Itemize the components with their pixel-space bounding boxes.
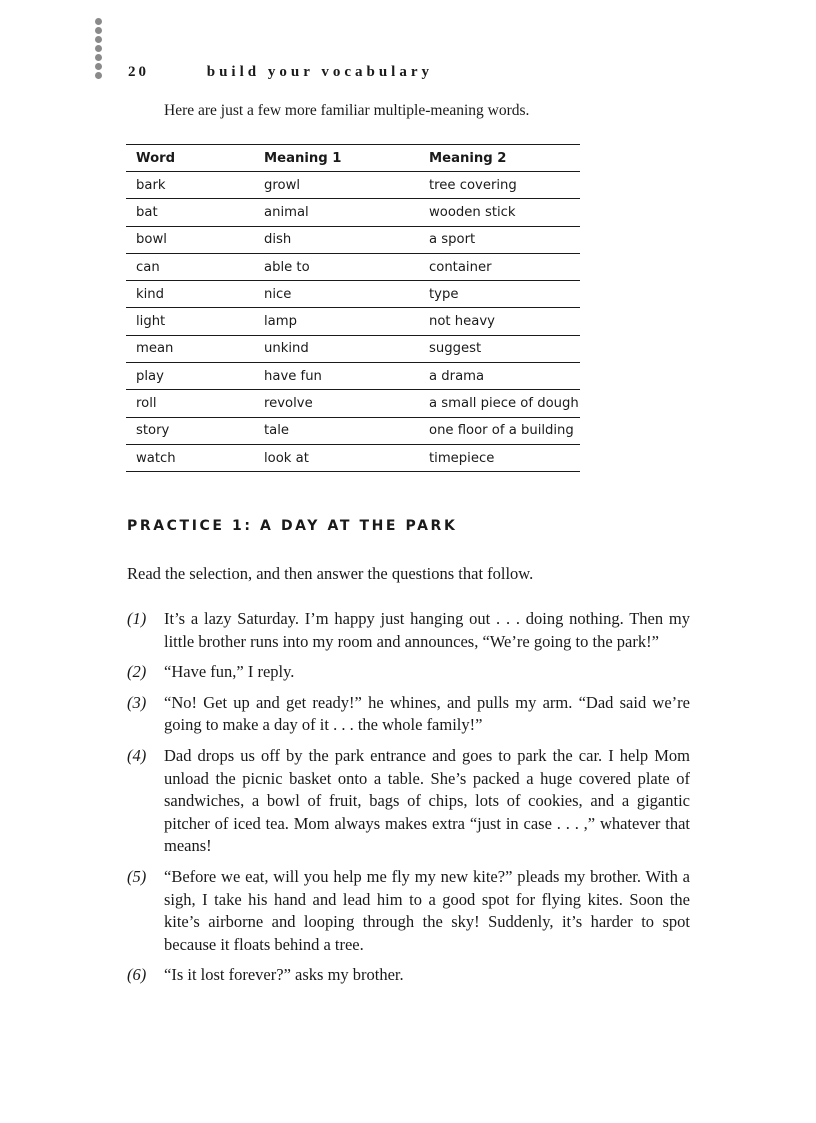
numbered-paragraph — [127, 964, 690, 987]
meaning-2-cell: a drama — [419, 363, 580, 390]
paragraph-number: (5) — [127, 866, 147, 886]
book-title: build your vocabulary — [206, 64, 434, 80]
table-row — [126, 308, 580, 335]
meaning-2-cell: a small piece of dough — [419, 390, 580, 417]
dot-icon — [95, 18, 102, 25]
meaning-1-cell: nice — [254, 281, 419, 308]
meaning-1-cell: able to — [254, 253, 419, 280]
paragraph-text: “Before we eat, will you help me fly my new kite?” pleads my brother. With a sigh, I take his hand and lead him to a good spot for flying kites. Soon the kite’s airborne and looping through the sky! Suddenly, it’s harder to spot because it floats behind a tree. — [164, 866, 690, 954]
column-header: Word — [126, 145, 254, 172]
column-header: Meaning 2 — [419, 145, 580, 172]
word-cell: bat — [126, 199, 254, 226]
table-row — [126, 226, 580, 253]
word-cell: bark — [126, 172, 254, 199]
instructions: Read the selection, and then answer the questions that follow. — [127, 564, 534, 583]
word-cell: kind — [126, 281, 254, 308]
word-cell: light — [126, 308, 254, 335]
table-row — [126, 199, 580, 226]
meaning-1-cell: lamp — [254, 308, 419, 335]
table-row — [126, 253, 580, 280]
word-cell: can — [126, 253, 254, 280]
meaning-2-cell: timepiece — [419, 444, 580, 471]
running-head — [128, 64, 433, 84]
numbered-paragraph — [127, 661, 690, 684]
numbered-paragraph — [127, 692, 690, 737]
paragraph-number: (1) — [127, 609, 147, 628]
meaning-1-cell: look at — [254, 444, 419, 471]
table-row — [126, 363, 580, 390]
column-header: Meaning 1 — [254, 145, 419, 172]
word-cell: story — [126, 417, 254, 444]
meaning-2-cell: type — [419, 281, 580, 308]
meaning-2-cell: tree covering — [419, 172, 580, 199]
practice-heading: PRACTICE 1: A DAY AT THE PARK — [127, 518, 458, 534]
numbered-paragraph — [127, 745, 690, 858]
dot-icon — [95, 45, 102, 52]
meaning-2-cell: not heavy — [419, 308, 580, 335]
paragraph-number: (4) — [127, 745, 147, 765]
table-row — [126, 335, 580, 362]
table-row — [126, 444, 580, 471]
table-row — [126, 390, 580, 417]
dot-icon — [95, 36, 102, 43]
word-cell: watch — [126, 444, 254, 471]
paragraph-text: “Is it lost forever?” asks my brother. — [164, 965, 404, 985]
meaning-1-cell: dish — [254, 226, 419, 253]
reading-selection — [127, 608, 690, 995]
intro-text: Here are just a few more familiar multiple-meaning words. — [164, 102, 530, 119]
page-number: 20 — [128, 64, 149, 80]
table-row — [126, 172, 580, 199]
paragraph-number: (2) — [127, 662, 147, 682]
table-row — [126, 417, 580, 444]
word-cell: bowl — [126, 226, 254, 253]
numbered-paragraph — [127, 866, 690, 956]
paragraph-number: (6) — [127, 965, 147, 985]
dot-icon — [95, 54, 102, 61]
paragraph-text: Dad drops us off by the park entrance and goes to park the car. I help Mom unload the picnic basket onto a table. She’s packed a huge covered plate of sandwiches, a bowl of fruit, bags of chips, lots of cookies, and a gigantic pitcher of iced tea. Mom always makes extra “just in case . . . ,” whatever that means! — [164, 745, 690, 856]
numbered-paragraph — [127, 608, 690, 653]
dot-icon — [95, 63, 102, 70]
word-cell: roll — [126, 390, 254, 417]
multiple-meaning-table — [126, 144, 580, 472]
meaning-2-cell: a sport — [419, 226, 580, 253]
meaning-1-cell: unkind — [254, 335, 419, 362]
meaning-2-cell: one floor of a building — [419, 417, 580, 444]
paragraph-text: It’s a lazy Saturday. I’m happy just hanging out . . . doing nothing. Then my little brother runs into my room and announces, “We’re going to the park!” — [164, 609, 690, 651]
table-header-row — [126, 145, 580, 172]
meaning-1-cell: revolve — [254, 390, 419, 417]
meaning-2-cell: container — [419, 253, 580, 280]
meaning-1-cell: animal — [254, 199, 419, 226]
dot-icon — [95, 72, 102, 79]
decorative-dots — [95, 18, 105, 81]
meaning-2-cell: wooden stick — [419, 199, 580, 226]
meaning-1-cell: tale — [254, 417, 419, 444]
meaning-1-cell: growl — [254, 172, 419, 199]
word-cell: play — [126, 363, 254, 390]
dot-icon — [95, 27, 102, 34]
table-row — [126, 281, 580, 308]
meaning-1-cell: have fun — [254, 363, 419, 390]
paragraph-number: (3) — [127, 692, 147, 712]
paragraph-text: “Have fun,” I reply. — [164, 662, 295, 682]
meaning-2-cell: suggest — [419, 335, 580, 362]
paragraph-text: “No! Get up and get ready!” he whines, and pulls my arm. “Dad said we’re going to make a day of it . . . the whole family!” — [164, 692, 690, 735]
word-cell: mean — [126, 335, 254, 362]
